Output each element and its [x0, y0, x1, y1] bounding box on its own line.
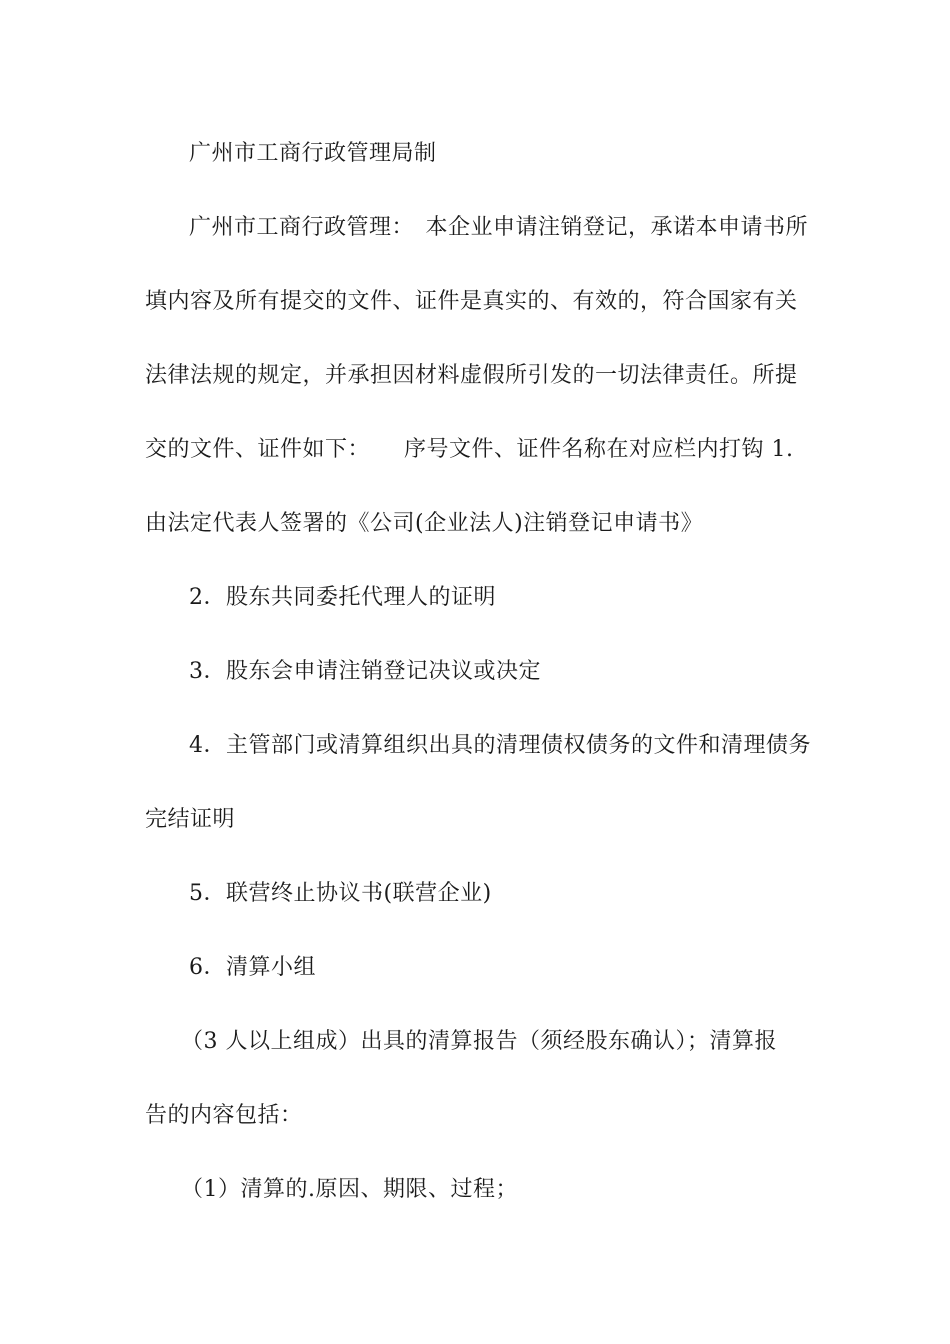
list-item: 6．清算小组	[189, 955, 316, 980]
paragraph-line: 填内容及所有提交的文件、证件是真实的、有效的，符合国家有关	[145, 289, 798, 314]
list-item-continuation: 完结证明	[145, 807, 236, 832]
paragraph-line: 告的内容包括：	[145, 1103, 303, 1128]
paragraph-line: 广州市工商行政管理： 本企业申请注销登记，承诺本申请书所	[189, 215, 809, 240]
issuer-line: 广州市工商行政管理局制	[189, 141, 437, 166]
paragraph-line: （3 人以上组成）出具的清算报告（须经股东确认）；清算报	[181, 1029, 777, 1054]
sub-list-item: （1）清算的.原因、期限、过程；	[181, 1177, 518, 1202]
paragraph-line: 交的文件、证件如下： 序号文件、证件名称在对应栏内打钩 1.	[145, 437, 794, 462]
list-item: 3．股东会申请注销登记决议或决定	[189, 659, 541, 684]
list-item: 2．股东共同委托代理人的证明	[189, 585, 496, 610]
list-item: 4．主管部门或清算组织出具的清理债权债务的文件和清理债务	[189, 733, 811, 758]
list-item: 5．联营终止协议书(联营企业)	[189, 881, 492, 906]
paragraph-line: 法律法规的规定，并承担因材料虚假所引发的一切法律责任。所提	[145, 363, 798, 388]
paragraph-line: 由法定代表人签署的《公司(企业法人)注销登记申请书》	[145, 511, 704, 536]
document-body	[145, 135, 811, 1245]
